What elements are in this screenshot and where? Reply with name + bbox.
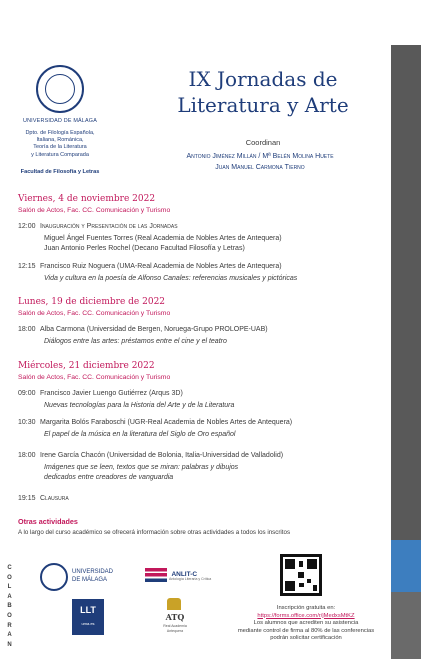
other-activities-text: A lo largo del curso académico se ofrecerá información sobre otras actividades a todos los inscritos — [18, 529, 291, 536]
event-title: Alba Carmona (Universidad de Bergen, Noruega-Grupo PROLOPE-UAB) — [40, 326, 268, 333]
event-title: Margarita Bolós Faraboschi (UGR-Real Academia de Nobles Artes de Antequera) — [40, 419, 293, 426]
page-title — [148, 66, 378, 118]
side-bar-blue — [391, 540, 421, 592]
event-row — [18, 325, 268, 335]
coordinators-line: Antonio Jiménez Millán / Mª Belén Molina Huete — [186, 153, 334, 160]
day-heading: Miércoles, 21 diciembre 2022 — [18, 361, 155, 371]
registration-note: podrán solicitar certificación — [270, 635, 342, 642]
event-title: Francisco Ruiz Noguera (UMA-Real Academia de Nobles Artes de Antequera) — [40, 263, 282, 270]
other-activities-heading: Otras actividades — [18, 517, 78, 526]
side-bar-dark — [391, 45, 421, 540]
uma-logo-icon — [40, 563, 68, 591]
department-line: y Literatura Comparada — [31, 151, 89, 158]
uma-logo-text — [72, 568, 113, 584]
collaborators-letter: B — [7, 603, 12, 610]
collaborators-letter: L — [7, 584, 12, 591]
atq-name: ATQ — [165, 612, 185, 622]
anlit-subtitle: Antología Literaria y Crítica — [169, 577, 212, 581]
title-line: IX Jornadas de — [188, 67, 338, 91]
collaborators-letter: A — [7, 593, 12, 600]
event-detail: Vida y cultura en la poesía de Alfonso Canales: referencias musicales y pictóricas — [44, 275, 298, 282]
event-detail: dedicados entre creadores de vanguardia — [44, 474, 174, 481]
day-heading: Viernes, 4 de noviembre 2022 — [18, 194, 156, 204]
event-detail: Juan Antonio Perles Rochel (Decano Facultad Filosofía y Letras) — [44, 245, 245, 252]
event-row — [18, 222, 178, 232]
registration-link[interactable]: https://forms.office.com/r/jMedxsMtKZ — [257, 612, 355, 619]
event-title: Inauguración y Presentación de las Jornadas — [40, 223, 178, 230]
day-venue: Salón de Actos, Fac. CC. Comunicación y Turismo — [18, 207, 171, 214]
event-title: Clausura — [40, 495, 69, 502]
coordinators-heading: Coordinan — [245, 138, 281, 147]
collaborators-letter: O — [7, 574, 12, 581]
registration-note: mediante control de firma al 80% de las conferencias — [237, 627, 375, 634]
anlit-logo — [145, 566, 212, 584]
coordinators-line: Juan Manuel Carmona Tierno — [215, 164, 305, 171]
side-bar-grey — [391, 592, 421, 659]
event-time: 12:15 — [18, 263, 36, 270]
event-row — [18, 494, 69, 504]
event-detail: Nuevas tecnologías para la Historia del Arte y de la Literatura — [44, 402, 235, 409]
collaborators-letter: N — [7, 641, 12, 648]
uma-logo-line: UNIVERSIDAD — [72, 569, 114, 575]
title-line: Literatura y Arte — [177, 93, 349, 117]
department-line: Italiana, Románica, — [36, 137, 84, 144]
day-venue: Salón de Actos, Fac. CC. Comunicación y Turismo — [18, 374, 171, 381]
event-row — [18, 389, 183, 399]
event-row — [18, 262, 282, 272]
qr-code-icon[interactable] — [280, 554, 322, 596]
registration-label: Inscripción gratuita en: — [276, 605, 336, 611]
atq-subtitle — [152, 624, 198, 634]
uma-logo-line: DE MÁLAGA — [72, 577, 108, 583]
top-margin — [0, 0, 421, 45]
collaborators-letter: A — [7, 632, 12, 639]
event-row — [18, 451, 283, 461]
llt-logo — [72, 599, 104, 635]
collaborators-label — [5, 564, 14, 650]
university-seal-icon — [36, 65, 84, 113]
event-detail: Imágenes que se leen, textos que se miran: palabras y dibujos — [44, 464, 239, 471]
collaborators-letter: R — [7, 622, 12, 629]
event-time: 09:00 — [18, 390, 36, 397]
university-name: UNIVERSIDAD DE MÁLAGA — [23, 118, 97, 124]
day-venue: Salón de Actos, Fac. CC. Comunicación y Turismo — [18, 310, 171, 317]
crown-icon — [167, 598, 181, 610]
atq-subtitle-line: Real Academia — [163, 624, 187, 628]
event-title: Irene García Chacón (Universidad de Bolonia, Italia-Universidad de Valladolid) — [40, 452, 284, 459]
anlit-name: ANLIT-C — [171, 571, 198, 579]
event-row — [18, 418, 292, 428]
registration-info — [226, 605, 386, 643]
event-title: Francisco Javier Luengo Gutiérrez (Arqus 3D) — [40, 390, 183, 397]
atq-subtitle-line: Antequera — [166, 629, 184, 633]
registration-note: Los alumnos que acrediten su asistencia — [253, 620, 359, 627]
collaborators-letter: C — [7, 565, 12, 571]
event-time: 18:00 — [18, 452, 36, 459]
faculty: Facultad de Filosofía y Letras — [20, 169, 100, 175]
event-time: 19:15 — [18, 495, 36, 502]
event-time: 12:00 — [18, 223, 36, 230]
event-detail: Miguel Ángel Fuentes Torres (Real Academia de Nobles Artes de Antequera) — [44, 235, 282, 242]
event-detail: El papel de la música en la literatura del Siglo de Oro español — [44, 431, 236, 438]
collaborators-letter: O — [7, 612, 12, 619]
department — [10, 130, 110, 159]
llt-name: LLT — [80, 605, 96, 615]
event-detail: Diálogos entre las artes: préstamos entre el cine y el teatro — [44, 338, 227, 345]
event-time: 18:00 — [18, 326, 36, 333]
anlit-bars-icon — [145, 568, 167, 582]
llt-subtitle: uma.es — [81, 621, 95, 626]
day-heading: Lunes, 19 de diciembre de 2022 — [18, 297, 166, 307]
department-line: Teoría de la Literatura — [33, 144, 87, 151]
event-time: 10:30 — [18, 419, 36, 426]
department-line: Dpto. de Filología Española, — [25, 130, 95, 136]
